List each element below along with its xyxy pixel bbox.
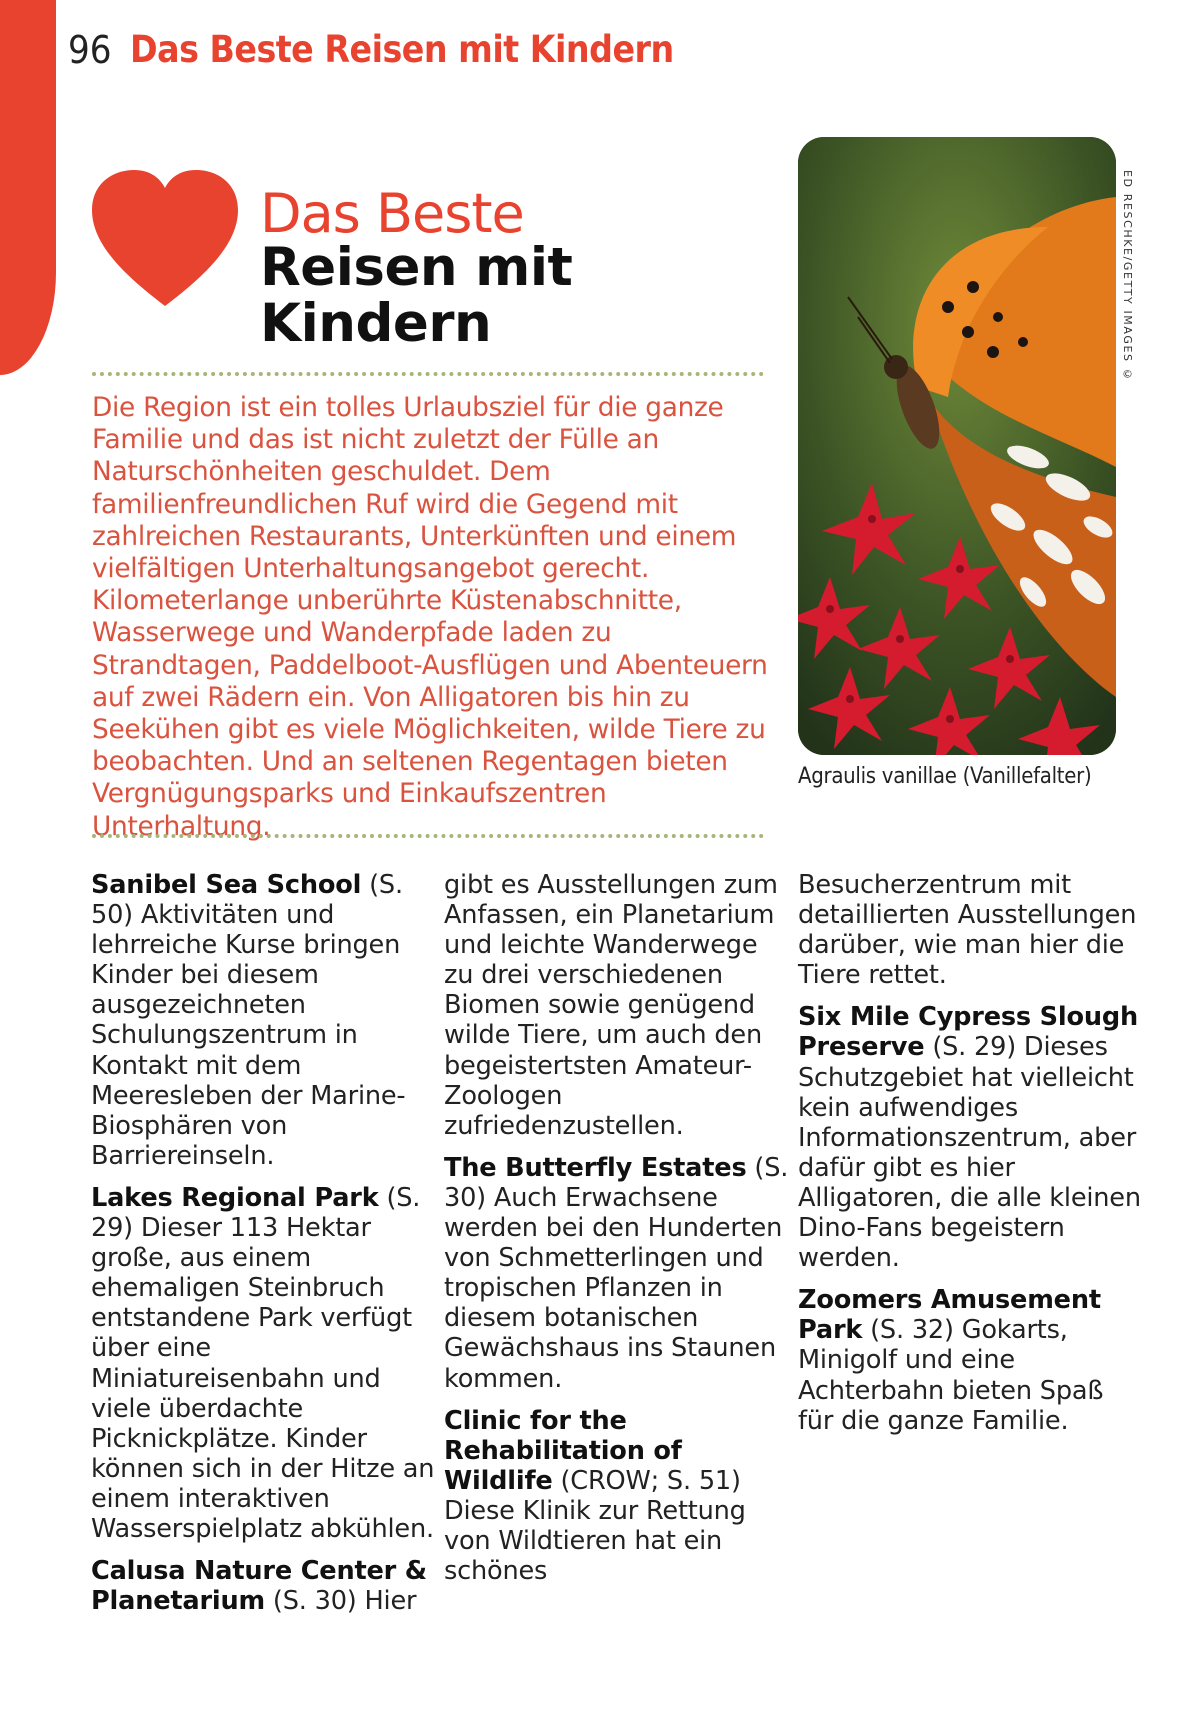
entry-six-mile-cypress — [798, 1002, 1143, 1273]
entry-lakes-regional-park — [91, 1183, 436, 1544]
photo-credit: ED RESCHKE/GETTY IMAGES © — [1121, 170, 1134, 383]
column-1 — [91, 870, 436, 1628]
photo-caption: Agraulis vanillae (Vanillefalter) — [798, 764, 1092, 789]
entry-text: (S. 50) Aktivitäten und lehrreiche Kurse bringen Kinder bei diesem ausgezeichneten Schulungszentrum in Kontakt mit dem Meeresleben der Marine-Biosphären von Barriereinseln. — [91, 870, 406, 1171]
entry-name: The Butterfly Estates — [444, 1152, 747, 1183]
entry-crow — [444, 1406, 789, 1587]
column-3 — [798, 870, 1143, 1448]
entry-name: Clinic for the Rehabilitation of Wildlife — [444, 1405, 682, 1496]
section-title-kicker: Das Beste — [260, 182, 524, 245]
entry-text: (S. 32) Gokarts, Minigolf und eine Achterbahn bieten Spaß für die ganze Familie. — [798, 1315, 1104, 1436]
entry-text: (CROW; S. 51) Diese Klinik zur Rettung von Wildtieren hat ein schönes — [444, 1465, 746, 1587]
entry-name: Six Mile Cypress Slough Preserve — [798, 1002, 1139, 1063]
entry-sanibel-sea-school — [91, 870, 436, 1171]
entry-zoomers — [798, 1285, 1143, 1435]
red-edge-tab — [0, 0, 56, 375]
entry-text: (S. 30) Auch Erwachsene werden bei den Hunderten von Schmetterlingen und tropischen Pflanzen in diesem botanischen Gewächshaus ins Staunen kommen. — [444, 1152, 789, 1394]
entry-text: (S. 30) Hier — [264, 1586, 417, 1617]
column-2 — [444, 870, 789, 1598]
entry-text: (S. 29) Dieser 113 Hektar große, aus einem ehemaligen Steinbruch entstandene Park verfügt über eine Miniatureisenbahn und viele überdachte Picknickplätze. Kinder können sich in der Hitze an einem interaktiven Wasserspielplatz abkühlen. — [91, 1182, 435, 1544]
butterfly-photo — [798, 137, 1116, 755]
running-title: Das Beste Reisen mit Kindern — [130, 28, 674, 71]
entry-calusa-continued — [444, 870, 789, 1141]
entry-name: Zoomers Amusement Park — [798, 1285, 1101, 1346]
entry-calusa-nature-center — [91, 1556, 436, 1616]
entry-crow-continued — [798, 870, 1143, 990]
entry-name: Sanibel Sea School — [91, 870, 362, 900]
heart-icon — [90, 168, 240, 310]
entry-butterfly-estates — [444, 1153, 789, 1394]
section-title: Reisen mit Kindern — [260, 237, 573, 354]
entry-text: Besucherzentrum mit detaillierten Ausstellungen darüber, wie man hier die Tiere rettet. — [798, 870, 1137, 991]
entry-name: Lakes Regional Park — [91, 1182, 379, 1213]
page-number: 96 — [68, 28, 112, 72]
entry-name: Calusa Nature Center & Planetarium — [91, 1556, 427, 1617]
butterfly-illustration — [798, 137, 1116, 755]
entry-text: (S. 29) Dieses Schutzgebiet hat vielleicht kein aufwendiges Informationszentrum, aber dafür gibt es hier Alligatoren, die alle kleinen Dino-Fans begeistern werden. — [798, 1032, 1141, 1274]
entry-text: gibt es Ausstellungen zum Anfassen, ein Planetarium und leichte Wanderwege zu drei verschiedenen Biomen sowie genügend wilde Tiere, um auch den begeistertsten Amateur-Zoologen zufriedenzustellen. — [444, 870, 778, 1141]
divider-bottom — [92, 834, 764, 838]
intro-paragraph: Die Region ist ein tolles Urlaubsziel für die ganze Familie und das ist nicht zuletzt der Fülle an Naturschönheiten geschuldet. Dem familienfreundlichen Ruf wird die Gegend mit zahlreichen Restaurants, Unterkünften und einem vielfältigen Unterhaltungsangebot gerecht. Kilometerlange unberührte Küstenabschnitte, Wasserwege und Wanderpfade laden zu Strandtagen, Paddelboot-Ausflügen und Abenteuern auf zwei Rädern ein. Von Alligatoren bis hin zu Seekühen gibt es viele Möglichkeiten, wilde Tiere zu beobachten. Und an seltenen Regentagen bieten Vergnügungsparks und Einkaufszentren Unterhaltung. — [92, 392, 768, 842]
divider-top — [92, 372, 764, 376]
